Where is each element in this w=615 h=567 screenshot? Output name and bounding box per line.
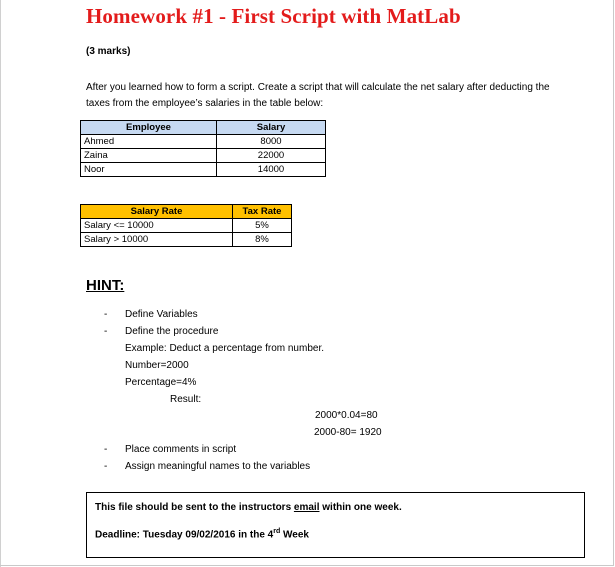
employee-name-cell: Zaina <box>81 149 217 163</box>
column-header-tax-rate: Tax Rate <box>233 205 292 219</box>
employee-name-cell: Ahmed <box>81 135 217 149</box>
deadline-prefix: Deadline: Tuesday 09/02/2016 in the 4 <box>95 529 274 541</box>
submission-notice <box>95 502 402 513</box>
bullet-marker: - <box>104 309 108 320</box>
table-header-row <box>81 121 326 135</box>
table-row <box>81 163 326 177</box>
salary-cell: 14000 <box>217 163 326 177</box>
hint-item-comments: Place comments in script <box>125 444 237 455</box>
intro-paragraph: After you learned how to form a script. Create a script that will calculate the net salary after deducting the taxes from the employee’s salaries in the table below: <box>86 82 550 109</box>
employee-salary-table <box>80 120 326 177</box>
tax-rate-table <box>80 204 292 247</box>
column-header-salary-rate: Salary Rate <box>81 205 233 219</box>
calculation-line-2: 2000-80= 1920 <box>314 427 382 438</box>
salary-rate-cell: Salary <= 10000 <box>81 219 233 233</box>
tax-rate-cell: 8% <box>233 233 292 247</box>
bullet-marker: - <box>104 461 108 472</box>
calculation-line-1: 2000*0.04=80 <box>315 410 378 421</box>
salary-cell: 8000 <box>217 135 326 149</box>
example-number: Number=2000 <box>125 360 189 371</box>
deadline-suffix: Week <box>280 529 309 541</box>
deadline-ordinal: rd <box>273 528 281 535</box>
tax-rate-cell: 5% <box>233 219 292 233</box>
hint-item-names: Assign meaningful names to the variables <box>125 461 311 472</box>
hint-item-define-variables: Define Variables <box>125 309 198 320</box>
hint-heading: HINT: <box>86 277 125 294</box>
deadline-text <box>95 528 309 540</box>
example-result-label: Result: <box>170 394 202 405</box>
email-link[interactable]: email <box>293 502 320 513</box>
marks-label: (3 marks) <box>86 46 131 57</box>
column-header-salary: Salary <box>217 121 326 135</box>
table-row <box>81 219 292 233</box>
bullet-marker: - <box>104 444 108 455</box>
employee-name-cell: Noor <box>81 163 217 177</box>
hint-item-define-procedure: Define the procedure <box>125 326 219 337</box>
document-title: Homework #1 - First Script with MatLab <box>86 4 461 28</box>
example-percentage: Percentage=4% <box>125 377 197 388</box>
salary-cell: 22000 <box>217 149 326 163</box>
example-text: Example: Deduct a percentage from number. <box>125 343 324 354</box>
table-header-row <box>81 205 292 219</box>
table-row <box>81 233 292 247</box>
bullet-marker: - <box>104 326 108 337</box>
submission-notice-box <box>86 492 585 558</box>
table-row <box>81 135 326 149</box>
notice-prefix: This file should be sent to the instructors <box>95 502 294 513</box>
notice-suffix: within one week. <box>319 502 402 513</box>
column-header-employee: Employee <box>81 121 217 135</box>
table-row <box>81 149 326 163</box>
salary-rate-cell: Salary > 10000 <box>81 233 233 247</box>
